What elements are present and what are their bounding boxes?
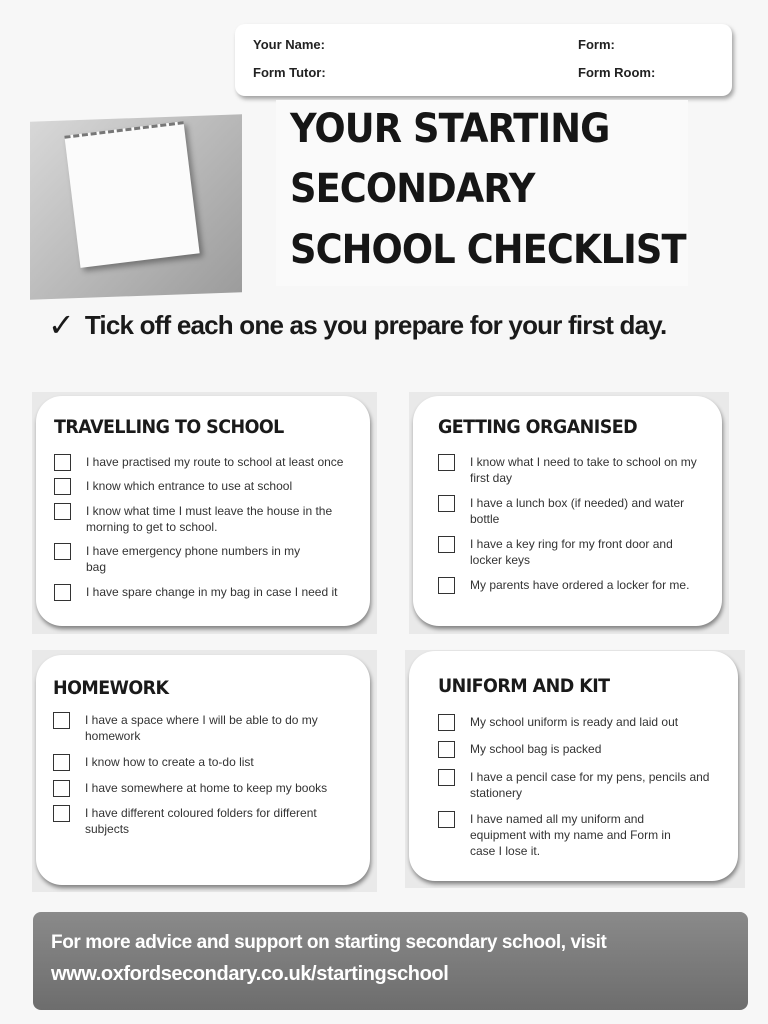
checkbox[interactable] — [438, 769, 455, 786]
section-title: TRAVELLING TO SCHOOL — [54, 416, 284, 438]
checklist-item-label: I know what I need to take to school on my first day — [470, 455, 697, 485]
checkbox[interactable] — [53, 805, 70, 822]
checklist-item-label: I have a key ring for my front door and locker keys — [470, 537, 673, 567]
checkbox[interactable] — [54, 584, 71, 601]
section-title: HOMEWORK — [53, 677, 169, 699]
title-line-3: SCHOOL CHECKLIST — [290, 227, 686, 273]
checklist-item-label: My school uniform is ready and laid out — [470, 715, 679, 729]
checkbox[interactable] — [438, 454, 455, 471]
checkbox[interactable] — [54, 503, 71, 520]
checkmark-icon: ✓ — [48, 307, 75, 343]
checkbox[interactable] — [54, 478, 71, 495]
checklist-item-label: I have a space where I will be able to do my homework — [85, 713, 318, 743]
homework-card — [36, 655, 370, 885]
checklist-item-label: I know how to create a to-do list — [85, 755, 254, 769]
checklist-item[interactable] — [438, 741, 728, 758]
form-room-label: Form Room: — [578, 65, 656, 80]
checklist-item[interactable] — [438, 769, 728, 801]
student-details-box — [235, 24, 732, 96]
title-line-2: SECONDARY — [290, 166, 535, 212]
checklist-item-label: My parents have ordered a locker for me. — [470, 578, 690, 592]
checkbox[interactable] — [438, 741, 455, 758]
checkbox[interactable] — [54, 543, 71, 560]
checkbox[interactable] — [54, 454, 71, 471]
organised-card — [413, 396, 722, 626]
checklist-item[interactable] — [438, 577, 703, 594]
section-title: GETTING ORGANISED — [438, 416, 638, 438]
your-name-label: Your Name: — [253, 37, 325, 52]
checkbox[interactable] — [438, 495, 455, 512]
checklist-item[interactable] — [54, 478, 354, 495]
checklist-item-label: My school bag is packed — [470, 742, 602, 756]
page-title — [276, 100, 688, 286]
checklist-item-label: I know what time I must leave the house in the morning to get to school. — [86, 504, 333, 534]
checklist-item-label: I have spare change in my bag in case I need it — [86, 585, 338, 599]
checkbox[interactable] — [53, 754, 70, 771]
checklist-item[interactable] — [438, 495, 703, 527]
checklist-item[interactable] — [438, 714, 728, 731]
checklist-item-label: I have somewhere at home to keep my books — [85, 781, 328, 795]
checkbox[interactable] — [438, 714, 455, 731]
checklist-item[interactable] — [53, 712, 343, 744]
section-title: UNIFORM AND KIT — [438, 675, 610, 697]
form-label: Form: — [578, 37, 615, 52]
checkbox[interactable] — [53, 712, 70, 729]
checklist-item[interactable] — [438, 811, 693, 859]
checklist-item[interactable] — [54, 503, 344, 535]
instruction — [48, 303, 748, 347]
checklist-item-label: I have different coloured folders for different subjects — [85, 806, 317, 836]
form-tutor-label: Form Tutor: — [253, 65, 326, 80]
checklist-item-label: I know which entrance to use at school — [86, 479, 293, 493]
checklist-item-label: I have a lunch box (if needed) and water bottle — [470, 496, 685, 526]
checklist-item[interactable] — [438, 454, 703, 486]
footer-text: For more advice and support on starting secondary school, visit — [51, 932, 607, 953]
checklist-item-label: I have named all my uniform and equipment with my name and Form in case I lose it. — [470, 812, 671, 858]
checklist-item[interactable] — [53, 805, 343, 837]
checkbox[interactable] — [438, 577, 455, 594]
checklist-item-label: I have a pencil case for my pens, pencils and stationery — [470, 770, 710, 800]
checkbox[interactable] — [438, 536, 455, 553]
checklist-item-label: I have practised my route to school at least once — [86, 455, 344, 469]
footer-banner — [33, 912, 748, 1010]
title-line-1: YOUR STARTING — [290, 106, 610, 152]
checklist-item[interactable] — [54, 584, 359, 601]
checklist-item[interactable] — [53, 780, 348, 797]
checkbox[interactable] — [438, 811, 455, 828]
uniform-card — [409, 651, 738, 881]
checklist-item-label: I have emergency phone numbers in my bag — [86, 544, 301, 574]
checklist-item[interactable] — [53, 754, 343, 771]
checklist-item[interactable] — [438, 536, 703, 568]
travelling-card — [36, 396, 370, 626]
instruction-text: Tick off each one as you prepare for your first day. — [84, 309, 667, 340]
checklist-item[interactable] — [54, 454, 354, 471]
notepad-icon — [64, 121, 199, 268]
footer-link[interactable]: www.oxfordsecondary.co.uk/startingschool — [51, 963, 449, 985]
checkbox[interactable] — [53, 780, 70, 797]
checklist-item[interactable] — [54, 543, 314, 575]
